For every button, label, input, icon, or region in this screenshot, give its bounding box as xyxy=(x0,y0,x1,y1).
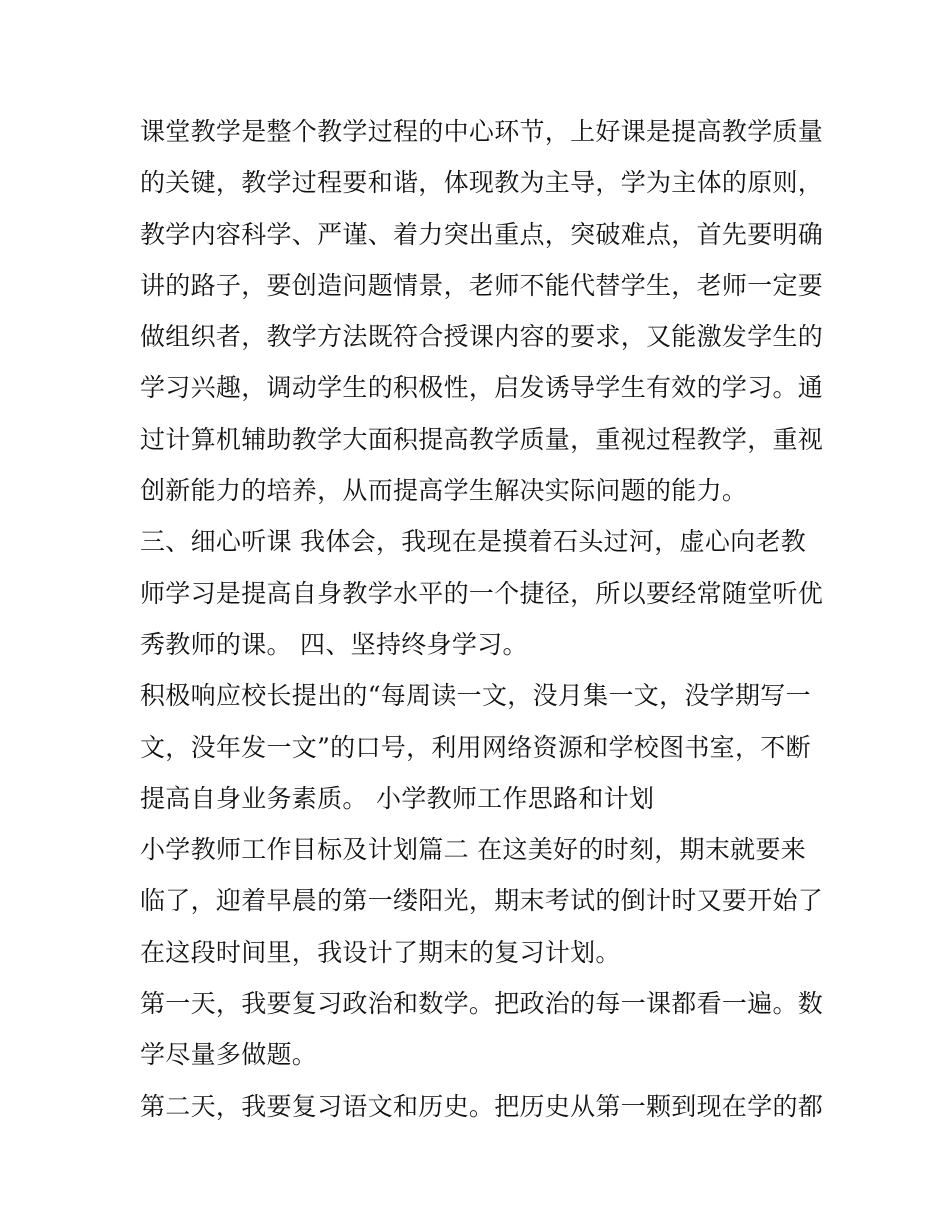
body-text xyxy=(140,106,824,1132)
text-line: 三、细心听课 我体会，我现在是摸着石头过河，虚心向老教 xyxy=(140,527,807,557)
text-line: 第一天，我要复习政治和数学。把政治的每一课都看一遍。数 xyxy=(140,989,824,1019)
text-line: 教学内容科学、严谨、着力突出重点，突破难点，首先要明确 xyxy=(140,219,824,249)
text-line: 师学习是提高自身教学水平的一个捷径，所以要经常随堂听优 xyxy=(140,578,824,608)
text-line: 创新能力的培养，从而提高学生解决实际问题的能力。 xyxy=(140,476,748,506)
text-line: 课堂教学是整个教学过程的中心环节，上好课是提高教学质量 xyxy=(140,117,824,146)
text-line: 小学教师工作目标及计划篇二 在这美好的时刻，期末就要来 xyxy=(140,835,807,865)
text-line: 提高自身业务素质。 小学教师工作思路和计划 xyxy=(140,783,655,813)
text-line: 的关键，教学过程要和谐，体现教为主导，学为主体的原则， xyxy=(140,168,824,198)
text-line: 学尽量多做题。 xyxy=(140,1040,318,1070)
text-line: 学习兴趣，调动学生的积极性，启发诱导学生有效的学习。通 xyxy=(140,373,824,403)
text-line: 文，没年发一文”的口号，利用网络资源和学校图书室，不断 xyxy=(140,732,811,762)
text-line: 过计算机辅助教学大面积提高教学质量，重视过程教学，重视 xyxy=(140,424,824,454)
text-line: 做组织者，教学方法既符合授课内容的要求，又能激发学生的 xyxy=(140,322,824,352)
text-line: 积极响应校长提出的“每周读一文，没月集一文，没学期写一 xyxy=(140,681,811,711)
text-line: 在这段时间里，我设计了期末的复习计划。 xyxy=(140,937,621,967)
text-line: 第二天，我要复习语文和历史。把历史从第一颗到现在学的都 xyxy=(140,1091,824,1121)
text-line: 秀教师的课。 四、坚持终身学习。 xyxy=(140,629,528,659)
text-line: 临了，迎着早晨的第一缕阳光，期末考试的倒计时又要开始了 xyxy=(140,886,824,916)
text-line: 讲的路子，要创造问题情景，老师不能代替学生，老师一定要 xyxy=(140,270,824,300)
